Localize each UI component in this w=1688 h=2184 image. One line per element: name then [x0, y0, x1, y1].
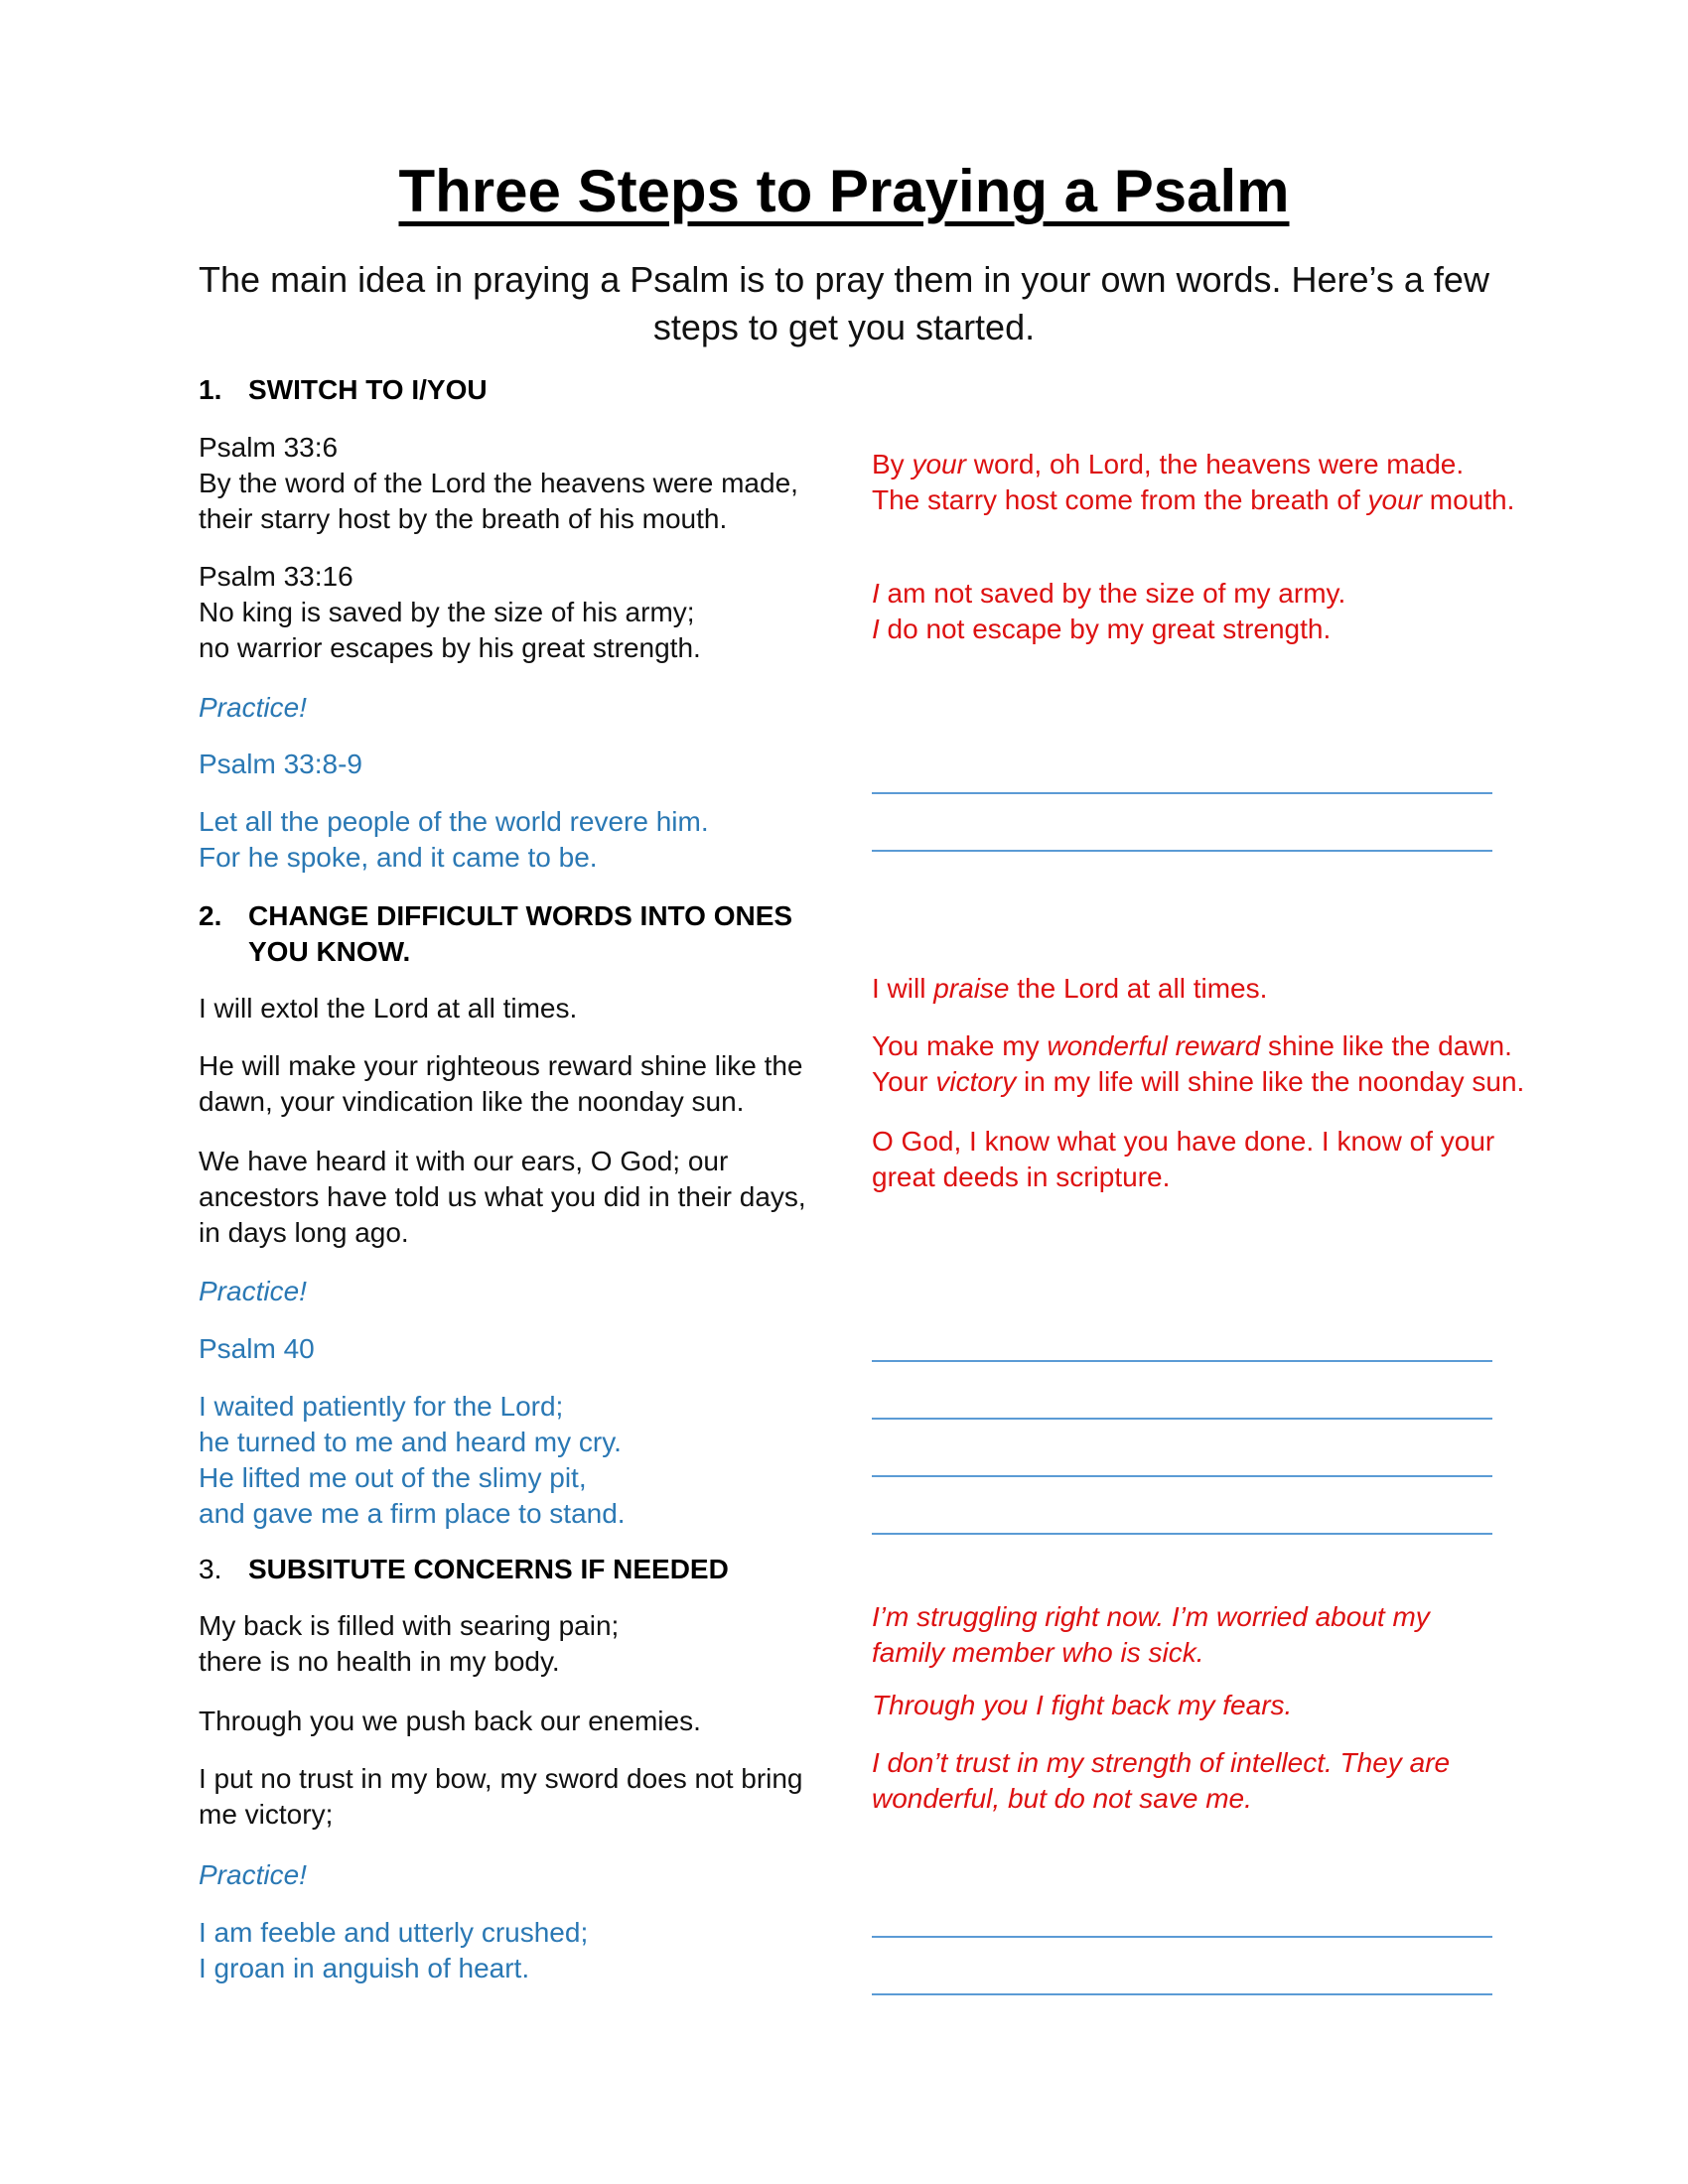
practice-line: For he spoke, and it came to be. [199, 842, 598, 873]
practice-line: Let all the people of the world revere him. [199, 806, 709, 837]
emphasized-word: your [1367, 484, 1423, 515]
practice-reference: Psalm 33:8-9 [199, 749, 362, 779]
response-line: You make my wonderful reward shine like the dawn. [872, 1030, 1512, 1061]
answer-line[interactable] [872, 850, 1492, 852]
section-1-response-1 [872, 447, 1547, 518]
section-1-response-2 [872, 576, 1547, 647]
response-line: Your victory in my life will shine like the noonday sun. [872, 1066, 1525, 1097]
example-line: dawn, your vindication like the noonday sun. [199, 1086, 745, 1117]
example-line: My back is filled with searing pain; [199, 1610, 620, 1641]
emphasized-word: your [912, 449, 966, 479]
page-title: Three Steps to Praying a Psalm [398, 158, 1290, 224]
example-line: me victory; [199, 1799, 334, 1830]
section-2-heading [199, 898, 894, 970]
response-line: I do not escape by my great strength. [872, 614, 1332, 644]
section-2-example-2 [199, 1048, 834, 1120]
section-3-response-1 [872, 1599, 1547, 1671]
response-line: I will praise the Lord at all times. [872, 973, 1268, 1004]
example-line: ancestors have told us what you did in their days, [199, 1181, 806, 1212]
example-line: in days long ago. [199, 1217, 409, 1248]
practice-line: I am feeble and utterly crushed; [199, 1917, 589, 1948]
example-line: their starry host by the breath of his mouth. [199, 503, 728, 534]
practice-reference: Psalm 40 [199, 1333, 315, 1364]
practice-line: and gave me a firm place to stand. [199, 1498, 626, 1529]
response-line: I am not saved by the size of my army. [872, 578, 1346, 609]
response-line: great deeds in scripture. [872, 1161, 1171, 1192]
response-line: I don’t trust in my strength of intellect. They are [872, 1747, 1451, 1778]
section-3-response-3 [872, 1745, 1547, 1817]
section-2-title-cont: YOU KNOW. [248, 936, 411, 967]
section-3-heading [199, 1552, 729, 1587]
emphasized-word: wonderful reward [1047, 1030, 1261, 1061]
section-2-example-3 [199, 1144, 834, 1251]
answer-line[interactable] [872, 1533, 1492, 1535]
section-1-heading [199, 372, 488, 408]
section-1-title: SWITCH TO I/YOU [248, 374, 488, 405]
example-reference: Psalm 33:6 [199, 432, 339, 463]
emphasized-word: victory [935, 1066, 1017, 1097]
response-line: The starry host come from the breath of your mouth. [872, 484, 1515, 515]
practice-line: He lifted me out of the slimy pit, [199, 1462, 587, 1493]
example-line: No king is saved by the size of his army; [199, 597, 695, 627]
section-2-number: 2. [199, 900, 222, 931]
section-3-response-2: Through you I fight back my fears. [872, 1690, 1293, 1720]
example-reference: Psalm 33:16 [199, 561, 353, 592]
answer-line[interactable] [872, 1993, 1492, 1995]
section-2-title: CHANGE DIFFICULT WORDS INTO ONES [248, 900, 793, 931]
response-line: family member who is sick. [872, 1637, 1204, 1668]
emphasized-word: I [872, 614, 880, 644]
practice-line: I waited patiently for the Lord; [199, 1391, 564, 1422]
section-3-example-3 [199, 1761, 834, 1833]
section-2-example-1: I will extol the Lord at all times. [199, 993, 578, 1024]
practice-label: Practice! [199, 1276, 307, 1306]
response-line: O God, I know what you have done. I know of your [872, 1126, 1495, 1157]
emphasized-word: praise [933, 973, 1010, 1004]
section-3-example-2: Through you we push back our enemies. [199, 1706, 701, 1736]
intro-text: The main idea in praying a Psalm is to pray them in your own words. Here’s a few steps to get you started. [199, 259, 1489, 347]
section-3-example-1 [199, 1608, 834, 1680]
example-line: He will make your righteous reward shine like the [199, 1050, 803, 1081]
section-2-response-3 [872, 1124, 1547, 1195]
answer-line[interactable] [872, 1360, 1492, 1362]
practice-passage [199, 804, 834, 876]
example-line: We have heard it with our ears, O God; our [199, 1146, 729, 1176]
example-line: there is no health in my body. [199, 1646, 560, 1677]
answer-line[interactable] [872, 792, 1492, 794]
practice-line: I groan in anguish of heart. [199, 1953, 530, 1983]
section-2-response-2 [872, 1028, 1547, 1100]
answer-line[interactable] [872, 1936, 1492, 1938]
section-1-example-2 [199, 559, 834, 666]
response-line: I’m struggling right now. I’m worried about my [872, 1601, 1430, 1632]
practice-line: he turned to me and heard my cry. [199, 1427, 622, 1457]
example-line: By the word of the Lord the heavens were made, [199, 468, 798, 498]
practice-passage [199, 1389, 834, 1532]
section-3-title: SUBSITUTE CONCERNS IF NEEDED [248, 1554, 729, 1584]
practice-label: Practice! [199, 1859, 307, 1890]
answer-line[interactable] [872, 1418, 1492, 1420]
example-line: no warrior escapes by his great strength. [199, 632, 701, 663]
section-1-example-1 [199, 430, 834, 537]
emphasized-word: I [872, 578, 880, 609]
example-line: I put no trust in my bow, my sword does not bring [199, 1763, 803, 1794]
section-3-number: 3. [199, 1554, 222, 1584]
practice-label: Practice! [199, 692, 307, 723]
response-line: By your word, oh Lord, the heavens were made. [872, 449, 1465, 479]
section-1-number: 1. [199, 374, 222, 405]
practice-passage [199, 1915, 834, 1986]
section-2-response-1 [872, 971, 1547, 1007]
answer-line[interactable] [872, 1475, 1492, 1477]
response-line: wonderful, but do not save me. [872, 1783, 1252, 1814]
